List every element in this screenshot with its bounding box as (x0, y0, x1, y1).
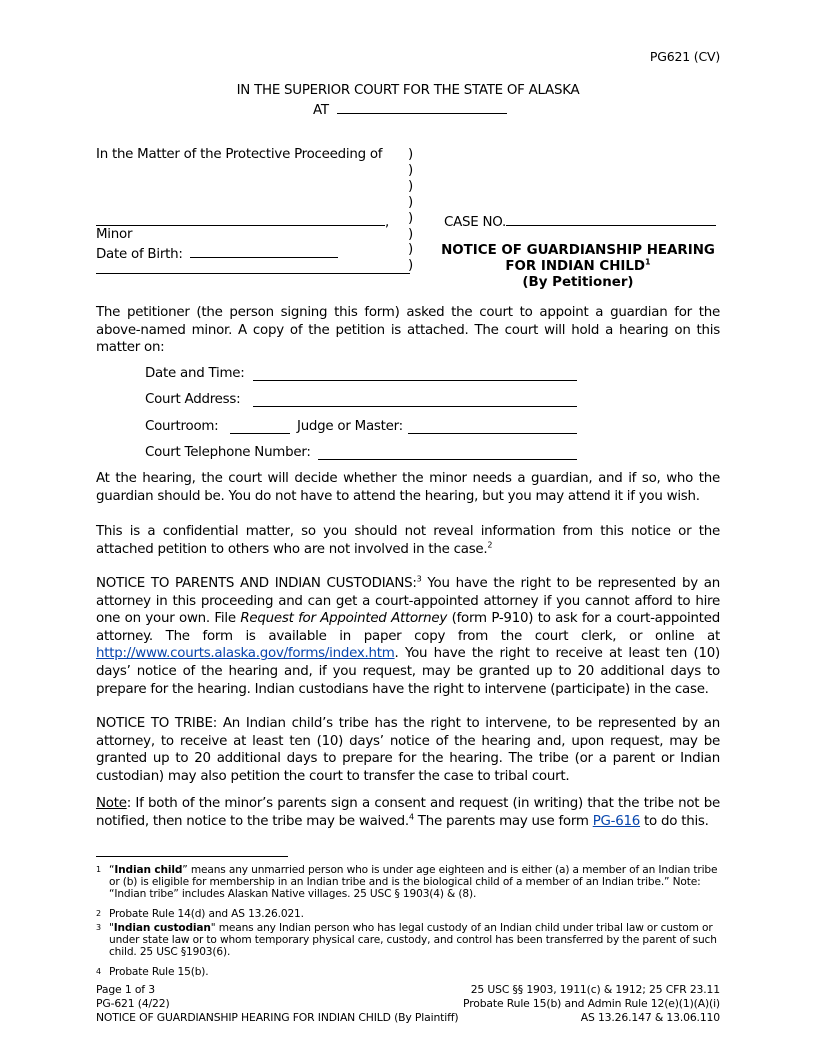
footer-right (463, 983, 720, 1024)
form-revision: PG-621 (4/22) (96, 996, 170, 1010)
footnote-separator (96, 856, 288, 857)
case-number-field[interactable] (506, 211, 716, 226)
forms-link[interactable]: http://www.courts.alaska.gov/forms/index.htm (96, 646, 395, 662)
judge-field[interactable] (408, 433, 577, 434)
footnote-2: 2 Probate Rule 14(d) and AS 13.26.021. (96, 908, 304, 920)
phone-label: Court Telephone Number: (145, 445, 311, 460)
phone-field[interactable] (318, 459, 577, 460)
courtroom-field[interactable] (230, 433, 290, 434)
case-no-label: CASE NO. (444, 215, 506, 230)
court-location-field[interactable] (337, 99, 507, 114)
matter-label: In the Matter of the Protective Proceeding of (96, 147, 383, 162)
footnote-4: 4 Probate Rule 15(b). (96, 966, 209, 978)
footer-left (96, 983, 458, 1024)
footnote-3: 3 "Indian custodian" means any Indian person who has legal custody of an Indian child under tribal law or custom or under state law or to whom temporary physical care, custody, and control has been transferred by the parent of such child. 25 USC §1903(6). (96, 922, 717, 959)
minor-name-row: , (96, 211, 389, 230)
court-address-label: Court Address: (145, 392, 241, 407)
case-number-row (444, 211, 716, 230)
citation-1: 25 USC §§ 1903, 1911(c) & 1912; 25 CFR 23.11 (470, 983, 720, 996)
judge-label: Judge or Master: (297, 419, 403, 434)
intro-paragraph: The petitioner (the person signing this form) asked the court to appoint a guardian for the above-named minor. A copy of the petition is attached. The court will hold a hearing on this matter on: (96, 305, 720, 356)
dob-row (96, 243, 338, 262)
page-number: Page 1 of 3 (96, 983, 155, 996)
form-title-line2: FOR INDIAN CHILD$^1$ (505, 257, 651, 274)
dob-field[interactable] (190, 243, 338, 258)
confidential-paragraph: This is a confidential matter, so you should not reveal information from this notice or the attached petition to others who are not involved in the case.$^2$ (96, 524, 720, 557)
minor-label: Minor (96, 227, 133, 242)
at-label: AT (313, 103, 329, 118)
dob-label: Date of Birth: (96, 247, 183, 262)
form-title-line1: NOTICE OF GUARDIANSHIP HEARING (441, 243, 715, 258)
tribe-notice-paragraph: NOTICE TO TRIBE: An Indian child’s tribe has the right to intervene, to be represented by an attorney, to receive at least ten (10) days’ notice of the hearing and, upon request, may be granted up to 20 additional days to prepare for the hearing. The tribe (or a parent or Indian custodian) may also petition the court to transfer the case to tribal court. (96, 716, 720, 784)
pg616-link[interactable]: PG-616 (592, 813, 641, 829)
citation-2: Probate Rule 15(b) and Admin Rule 12(e)(1)(A)(i) (463, 996, 720, 1010)
court-title: IN THE SUPERIOR COURT FOR THE STATE OF ALASKA (236, 83, 580, 98)
form-name: NOTICE OF GUARDIANSHIP HEARING FOR INDIAN CHILD (By Plaintiff) (96, 1010, 459, 1024)
parents-heading: NOTICE TO PARENTS AND INDIAN CUSTODIANS: (96, 576, 417, 591)
minor-name-field[interactable] (96, 211, 385, 226)
court-address-field[interactable] (253, 406, 577, 407)
note-paragraph: Note: If both of the minor’s parents sign a consent and request (in writing) that the tribe not be notified, then notice to the tribe may be waived.$^4$ The parents may use form PG-616 to do this. (96, 796, 720, 829)
date-time-field[interactable] (253, 380, 577, 381)
caption-parens: ) ) ) ) ) ) ) ) (408, 147, 414, 274)
court-location-row (313, 99, 507, 118)
decide-paragraph: At the hearing, the court will decide whether the minor needs a guardian, and if so, who the guardian should be. You do not have to attend the hearing, but you may attend it if you wish. (96, 471, 720, 504)
parents-notice-paragraph: NOTICE TO PARENTS AND INDIAN CUSTODIANS:$^3$ You have the right to be represented by an attorney in this proceeding and can get a court-appointed attorney if you cannot afford to hire one on your own. File Request for Appointed Attorney (form P-910) to ask for a court-appointed attorney. The form is available in paper copy from the court clerk, or online at http://www.courts.alaska.gov/forms/index.htm. You have the right to receive at least ten (10) days’ notice of the hearing and, if you request, may be granted up to 20 additional days to prepare for the hearing. Indian custodians have the right to intervene (participate) in the case. (96, 574, 721, 697)
footnote-1: 1 “Indian child” means any unmarried person who is under age eighteen and is either (a) a member of an Indian tribe or (b) is eligible for membership in an Indian tribe and is the biological child of a member of an Indian tribe.” Note: “Indian tribe” includes Alaskan Native villages. 25 USC § 1903(4) & (8). (96, 864, 718, 901)
caption-bottom-line (96, 273, 410, 274)
form-id: PG621 (CV) (649, 49, 720, 64)
note-label: Note (96, 796, 127, 811)
citation-3: AS 13.26.147 & 13.06.110 (580, 1010, 720, 1024)
date-time-label: Date and Time: (145, 366, 245, 381)
form-title-line3: (By Petitioner) (522, 275, 634, 290)
courtroom-label: Courtroom: (145, 419, 219, 434)
